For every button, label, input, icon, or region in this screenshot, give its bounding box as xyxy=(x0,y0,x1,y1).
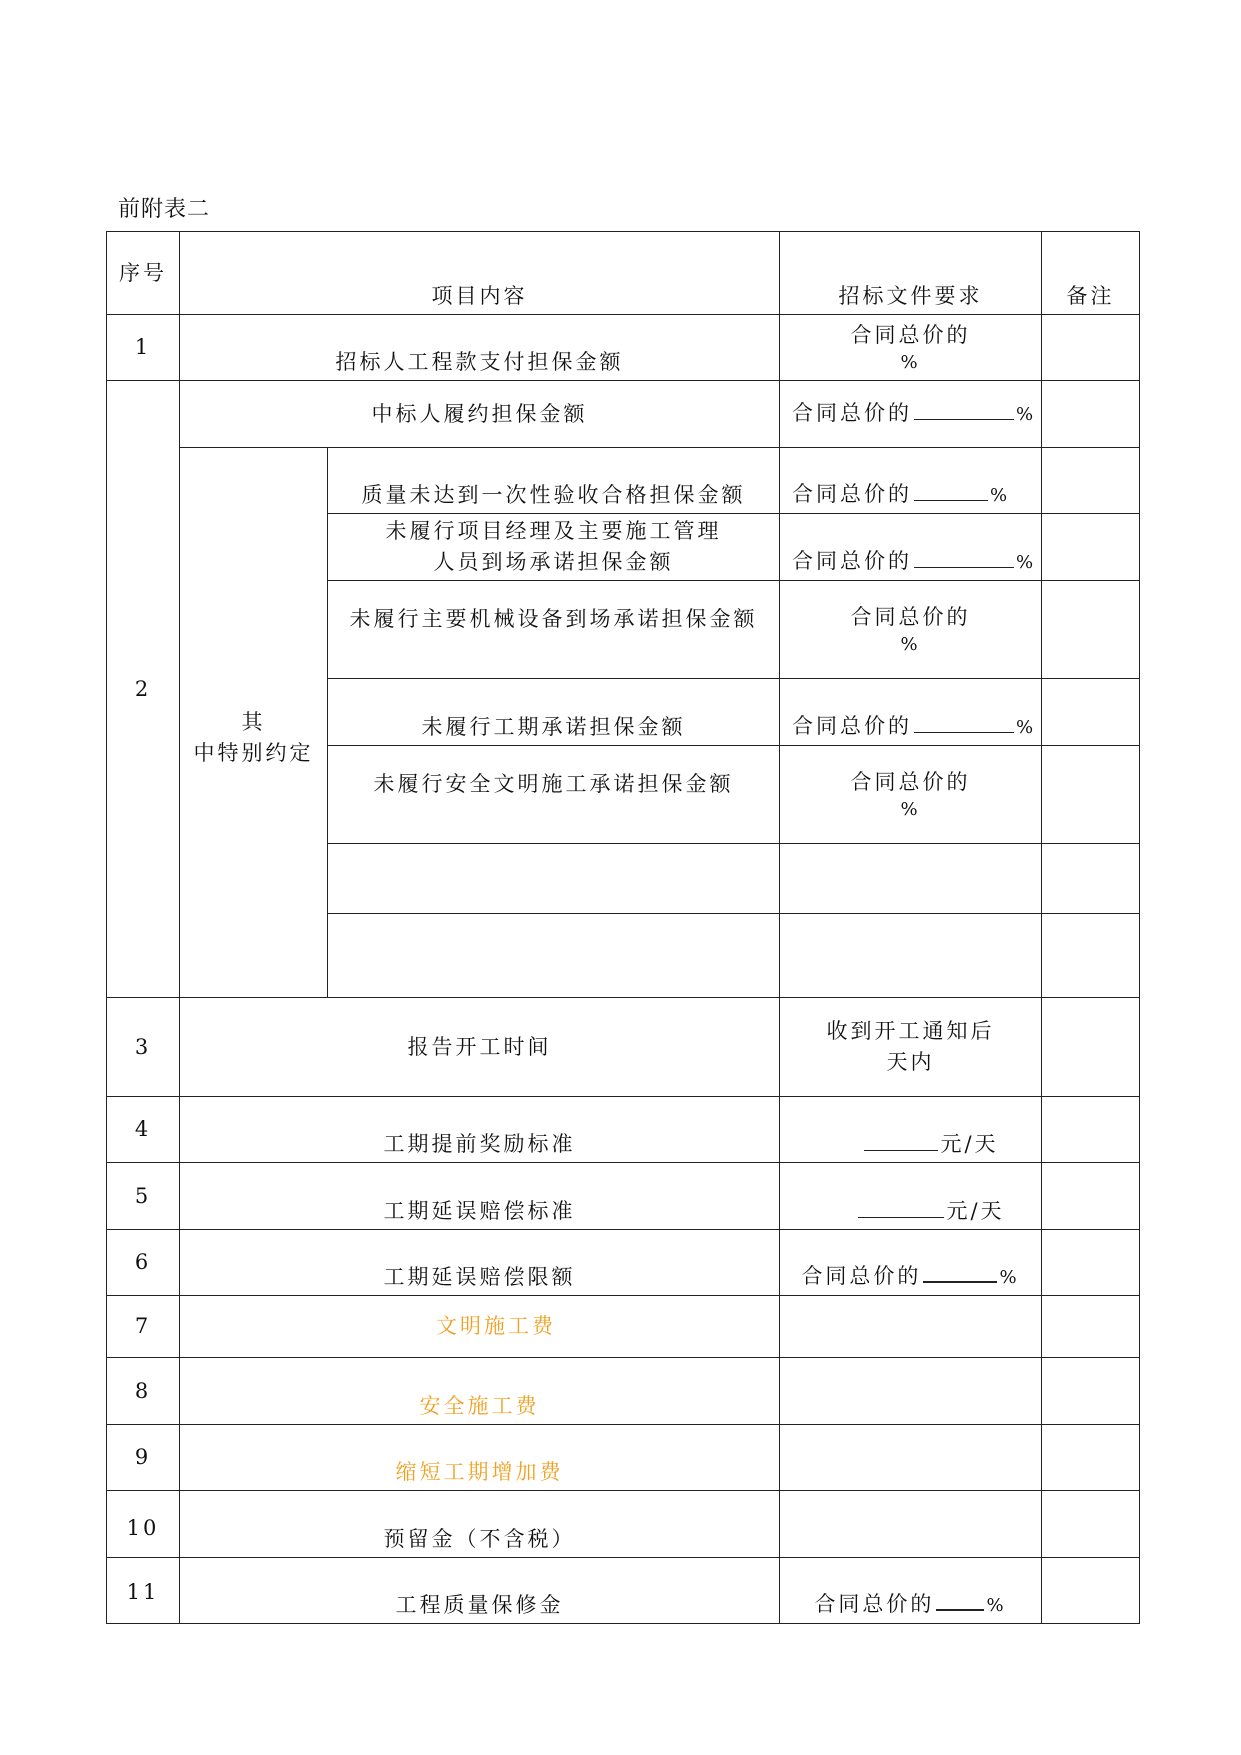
row-requirement xyxy=(780,1558,1042,1624)
row-requirement xyxy=(780,315,1042,381)
group-label-b: 中特别约定 xyxy=(193,740,314,765)
row-note[interactable] xyxy=(1042,1425,1140,1491)
requirement-text: 合同总价的 xyxy=(814,1592,935,1616)
row-item: 未履行安全文明施工承诺担保金额 xyxy=(328,746,780,844)
row-item: 预留金（不含税） xyxy=(180,1491,780,1558)
row-item: 工程质量保修金 xyxy=(180,1558,780,1624)
requirement-text: 合同总价的 xyxy=(850,770,971,794)
empty-cell[interactable] xyxy=(780,1296,1042,1358)
row-requirement xyxy=(780,581,1042,679)
percent-sign: % xyxy=(900,799,921,820)
empty-cell[interactable] xyxy=(780,844,1042,914)
row-note[interactable] xyxy=(1042,1491,1140,1558)
row-seq: 3 xyxy=(107,998,180,1097)
row-item: 工期延误赔偿限额 xyxy=(180,1230,780,1296)
empty-cell[interactable] xyxy=(328,914,780,998)
requirement-text: 元/天 xyxy=(940,1132,999,1156)
requirement-text: 合同总价的 xyxy=(792,482,912,506)
row-item xyxy=(180,1358,780,1425)
row-item: 未履行主要机械设备到场承诺担保金额 xyxy=(328,581,780,679)
percent-sign: % xyxy=(900,634,921,655)
row-requirement xyxy=(780,1230,1042,1296)
row-requirement xyxy=(780,1163,1042,1230)
attachment-table xyxy=(106,231,1140,1624)
row-seq: 2 xyxy=(107,381,180,998)
group-label-a: 其 xyxy=(241,709,266,734)
requirement-text: 合同总价的 xyxy=(792,549,912,573)
requirement-text: 合同总价的 xyxy=(792,714,912,738)
row-note[interactable] xyxy=(1042,679,1140,746)
row-seq: 8 xyxy=(107,1358,180,1425)
requirement-text: 天内 xyxy=(886,1050,935,1074)
table-row xyxy=(107,1358,1140,1425)
fill-blank[interactable] xyxy=(914,712,1014,733)
requirement-text: 合同总价的 xyxy=(850,323,971,347)
empty-cell[interactable] xyxy=(780,914,1042,998)
row-seq: 6 xyxy=(107,1230,180,1296)
percent-sign: % xyxy=(900,352,921,373)
row-item xyxy=(180,1296,780,1358)
row-item: 未履行工期承诺担保金额 xyxy=(328,679,780,746)
row-note[interactable] xyxy=(1042,1358,1140,1425)
fill-blank[interactable] xyxy=(858,1197,944,1218)
row-note[interactable] xyxy=(1042,1230,1140,1296)
table-header-row xyxy=(107,232,1140,315)
row-requirement xyxy=(780,679,1042,746)
fill-blank[interactable] xyxy=(914,547,1014,568)
row-note[interactable] xyxy=(1042,1296,1140,1358)
row-note[interactable] xyxy=(1042,746,1140,844)
table-row xyxy=(107,315,1140,381)
row-note[interactable] xyxy=(1042,1097,1140,1163)
row-item: 质量未达到一次性验收合格担保金额 xyxy=(328,448,780,514)
requirement-text: 收到开工通知后 xyxy=(826,1019,995,1043)
percent-sign: % xyxy=(990,485,1011,506)
row-seq: 9 xyxy=(107,1425,180,1491)
row-requirement xyxy=(780,998,1042,1097)
highlighted-item-text: 文明施工费 xyxy=(436,1314,556,1338)
percent-sign: % xyxy=(999,1267,1020,1288)
table-row xyxy=(107,1097,1140,1163)
row-note[interactable] xyxy=(1042,1558,1140,1624)
table-row xyxy=(107,1163,1140,1230)
table-row xyxy=(107,1296,1140,1358)
table-row xyxy=(107,998,1140,1097)
percent-sign: % xyxy=(1016,404,1037,425)
row-note[interactable] xyxy=(1042,448,1140,514)
row-note[interactable] xyxy=(1042,581,1140,679)
table-row xyxy=(107,381,1140,448)
table-row xyxy=(107,1425,1140,1491)
row-seq: 5 xyxy=(107,1163,180,1230)
empty-cell[interactable] xyxy=(328,844,780,914)
header-note: 备注 xyxy=(1042,232,1140,315)
special-terms-group xyxy=(180,448,328,998)
row-note[interactable] xyxy=(1042,381,1140,448)
fill-blank[interactable] xyxy=(864,1130,938,1151)
row-seq: 10 xyxy=(107,1491,180,1558)
percent-sign: % xyxy=(986,1595,1007,1616)
percent-sign: % xyxy=(1016,552,1037,573)
row-requirement xyxy=(780,746,1042,844)
row-requirement xyxy=(780,514,1042,581)
row-note[interactable] xyxy=(1042,998,1140,1097)
item-line-1: 未履行项目经理及主要施工管理 xyxy=(385,519,722,543)
table-row xyxy=(107,1558,1140,1624)
row-seq: 1 xyxy=(107,315,180,381)
page-title: 前附表二 xyxy=(118,197,211,222)
row-item xyxy=(180,1425,780,1491)
header-seq: 序号 xyxy=(107,232,180,315)
header-requirement: 招标文件要求 xyxy=(780,232,1042,315)
row-seq: 7 xyxy=(107,1296,180,1358)
table-row xyxy=(107,1230,1140,1296)
fill-blank[interactable] xyxy=(936,1589,984,1611)
row-note[interactable] xyxy=(1042,914,1140,998)
highlighted-item-text: 安全施工费 xyxy=(419,1394,540,1418)
row-item: 工期延误赔偿标准 xyxy=(180,1163,780,1230)
empty-cell[interactable] xyxy=(780,1358,1042,1425)
item-line-2: 人员到场承诺担保金额 xyxy=(433,550,674,574)
row-requirement xyxy=(780,448,1042,514)
row-item: 招标人工程款支付担保金额 xyxy=(180,315,780,381)
empty-cell[interactable] xyxy=(780,1491,1042,1558)
row-note[interactable] xyxy=(1042,315,1140,381)
row-seq: 4 xyxy=(107,1097,180,1163)
requirement-text: 合同总价的 xyxy=(850,605,971,629)
row-seq: 11 xyxy=(107,1558,180,1624)
requirement-text: 合同总价的 xyxy=(792,401,912,425)
percent-sign: % xyxy=(1016,717,1037,738)
fill-blank[interactable] xyxy=(923,1261,997,1283)
row-requirement xyxy=(780,1097,1042,1163)
row-requirement xyxy=(780,381,1042,448)
header-item: 项目内容 xyxy=(180,232,780,315)
table-row xyxy=(107,1491,1140,1558)
row-note[interactable] xyxy=(1042,1163,1140,1230)
highlighted-item-text: 缩短工期增加费 xyxy=(395,1460,564,1484)
requirement-text: 合同总价的 xyxy=(801,1264,922,1288)
table-row xyxy=(107,448,1140,514)
row-item: 工期提前奖励标准 xyxy=(180,1097,780,1163)
row-item: 中标人履约担保金额 xyxy=(180,381,780,448)
fill-blank[interactable] xyxy=(914,399,1014,420)
empty-cell[interactable] xyxy=(780,1425,1042,1491)
row-item: 报告开工时间 xyxy=(180,998,780,1097)
requirement-text: 元/天 xyxy=(946,1199,1005,1223)
row-note[interactable] xyxy=(1042,514,1140,581)
fill-blank[interactable] xyxy=(914,480,988,501)
row-note[interactable] xyxy=(1042,844,1140,914)
row-item xyxy=(328,514,780,581)
